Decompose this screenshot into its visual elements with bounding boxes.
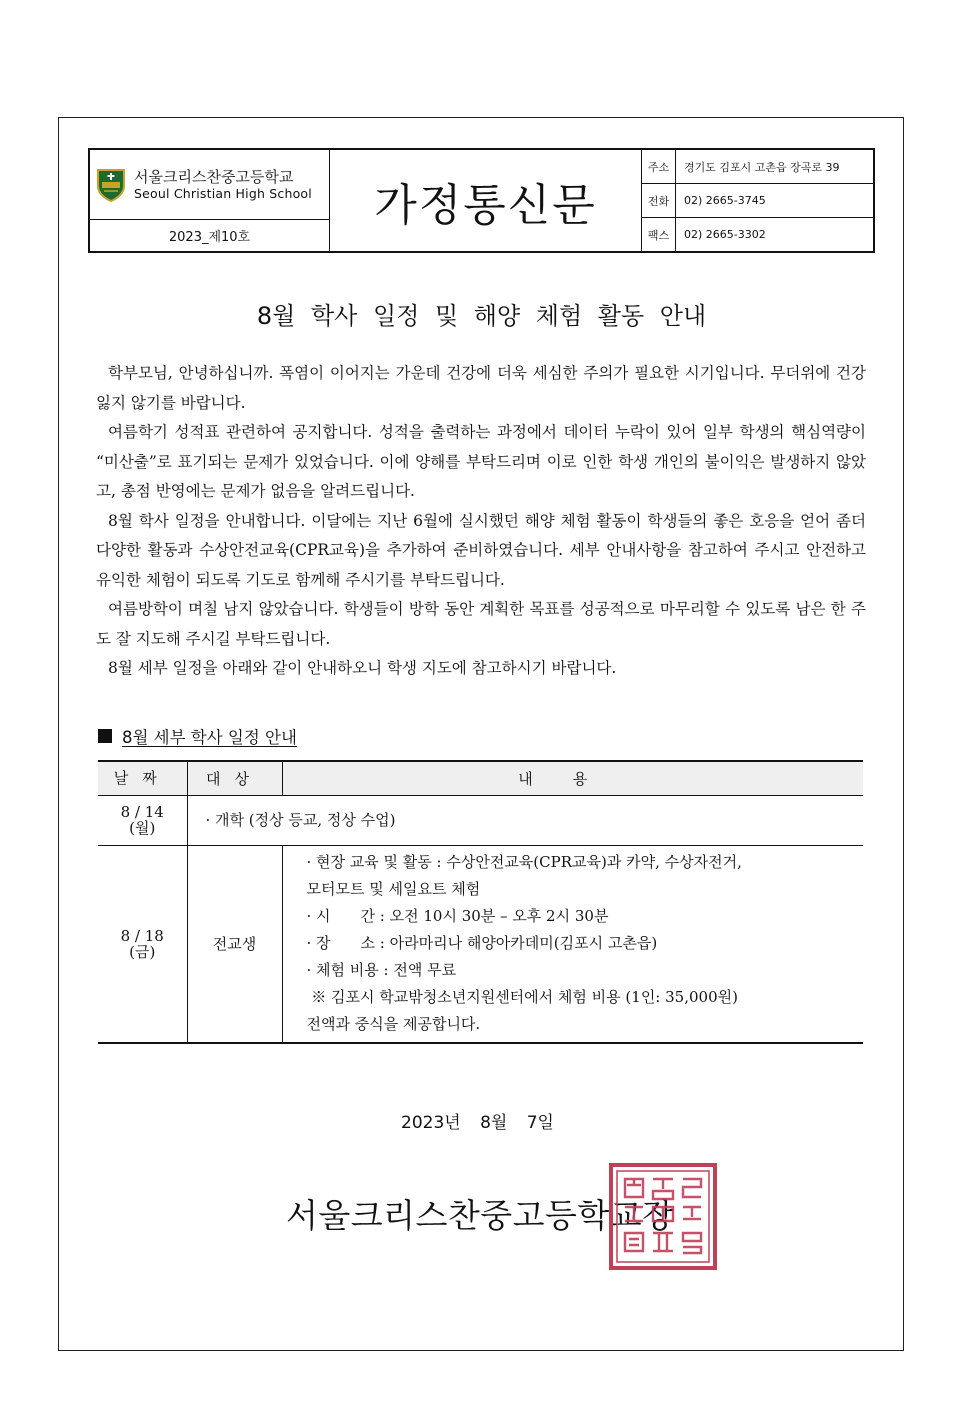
contact-row-address xyxy=(642,150,873,184)
date-value: 8 / 18 xyxy=(120,926,164,945)
paragraph-report-card: 여름학기 성적표 관련하여 공지합니다. 성적을 출력하는 과정에서 데이터 누락이 있어 일부 학생의 핵심역량이 “미산출”로 표기되는 문제가 있었습니다. 이에 양해를 부탁드리며 이로 인한 학생 개인의 불이익은 발생하지 않았고, 총점 반영에는 문제가 없음을 알려드립니다. xyxy=(96,423,866,500)
school-block xyxy=(90,150,330,251)
contact-info xyxy=(642,150,873,251)
letter-body xyxy=(96,359,866,684)
day-value: (월) xyxy=(129,819,156,837)
target-cell: 전교생 xyxy=(187,845,282,1043)
content-line: 모터모트 및 세일요트 체험 xyxy=(306,880,481,899)
school-logo-icon xyxy=(96,168,126,202)
day-value: (금) xyxy=(129,942,156,961)
header-date: 날짜 xyxy=(98,761,187,795)
square-bullet-icon xyxy=(98,729,112,743)
date-cell xyxy=(98,845,187,1043)
contact-key: 전화 xyxy=(642,184,676,217)
content-cell xyxy=(187,795,863,845)
content-line: · 현장 교육 및 활동 : 수상안전교육(CPR교육)과 카약, 수상자전거, xyxy=(306,853,742,872)
content-line: · 체험 비용 : 전액 무료 xyxy=(306,961,457,980)
school-names xyxy=(134,168,312,202)
table-row xyxy=(98,795,863,845)
document-title: 8월 학사 일정 및 해양 체험 활동 안내 xyxy=(256,302,707,330)
paragraph-greeting: 학부모님, 안녕하십니까. 폭염이 이어지는 가운데 건강에 더욱 세심한 주의가 필요한 시기입니다. 무더위에 건강 잃지 않기를 바랍니다. xyxy=(96,364,866,412)
paragraph-vacation: 여름방학이 며칠 남지 않았습니다. 학생들이 방학 동안 계획한 목표를 성공적으로 마무리할 수 있도록 남은 한 주도 잘 지도해 주시길 부탁드립니다. xyxy=(96,600,866,648)
paragraph-schedule: 8월 학사 일정을 안내합니다. 이달에는 지난 6월에 실시했던 해양 체험 활동이 학생들의 좋은 호응을 얻어 좀더 다양한 활동과 수상안전교육(CPR교육)을 추가하여 준비하였습니다. 세부 안내사항을 참고하여 주시고 안전하고 유익한 체험이 되도록 기도로 함께해 주시기를 부탁드립니다. xyxy=(96,511,866,589)
contact-value: 02) 2665-3302 xyxy=(684,228,766,241)
issue-date: 2023년 8월 7일 xyxy=(401,1113,554,1133)
contact-value: 경기도 김포시 고촌읍 장곡로 39 xyxy=(684,160,840,174)
letterhead xyxy=(88,148,875,253)
content-line: · 시 간 : 오전 10시 30분 – 오후 2시 30분 xyxy=(306,907,609,926)
contact-row-phone xyxy=(642,184,873,218)
principal-signature: 서울크리스찬중고등학교장 xyxy=(286,1196,675,1235)
content-line: ※ 김포시 학교밖청소년지원센터에서 체험 비용 (1인: 35,000원) xyxy=(306,988,738,1007)
contact-row-fax xyxy=(642,218,873,251)
contact-key: 팩스 xyxy=(642,218,676,251)
letter-title: 가정통신문 xyxy=(374,179,597,231)
table-row xyxy=(98,845,863,1043)
date-value: 8 / 14 xyxy=(120,803,164,821)
contact-value: 02) 2665-3745 xyxy=(684,194,766,207)
date-cell xyxy=(98,795,187,845)
content-line: · 개학 (정상 등교, 정상 수업) xyxy=(205,810,396,829)
letter-title-cell xyxy=(330,150,642,251)
schedule-table xyxy=(98,760,863,1044)
school-identity xyxy=(90,150,329,220)
header-content: 내용 xyxy=(282,761,863,795)
school-name-english: Seoul Christian High School xyxy=(134,185,312,201)
content-line: 전액과 중식을 제공합니다. xyxy=(306,1015,481,1034)
official-seal-icon xyxy=(609,1163,717,1270)
contact-key: 주소 xyxy=(642,150,676,183)
schedule-header-row xyxy=(98,761,863,795)
section-heading-text: 8월 세부 학사 일정 안내 xyxy=(122,728,297,747)
content-cell xyxy=(282,845,863,1043)
issue-number: 2023_제10호 xyxy=(168,230,251,245)
paragraph-closing: 8월 세부 일정을 아래와 같이 안내하오니 학생 지도에 참고하시기 바랍니다. xyxy=(108,659,617,677)
school-name-korean: 서울크리스찬중고등학교 xyxy=(134,167,294,186)
content-line: · 장 소 : 아라마리나 해양아카데미(김포시 고촌읍) xyxy=(306,934,658,953)
header-target: 대상 xyxy=(187,761,282,795)
section-heading xyxy=(98,724,297,748)
